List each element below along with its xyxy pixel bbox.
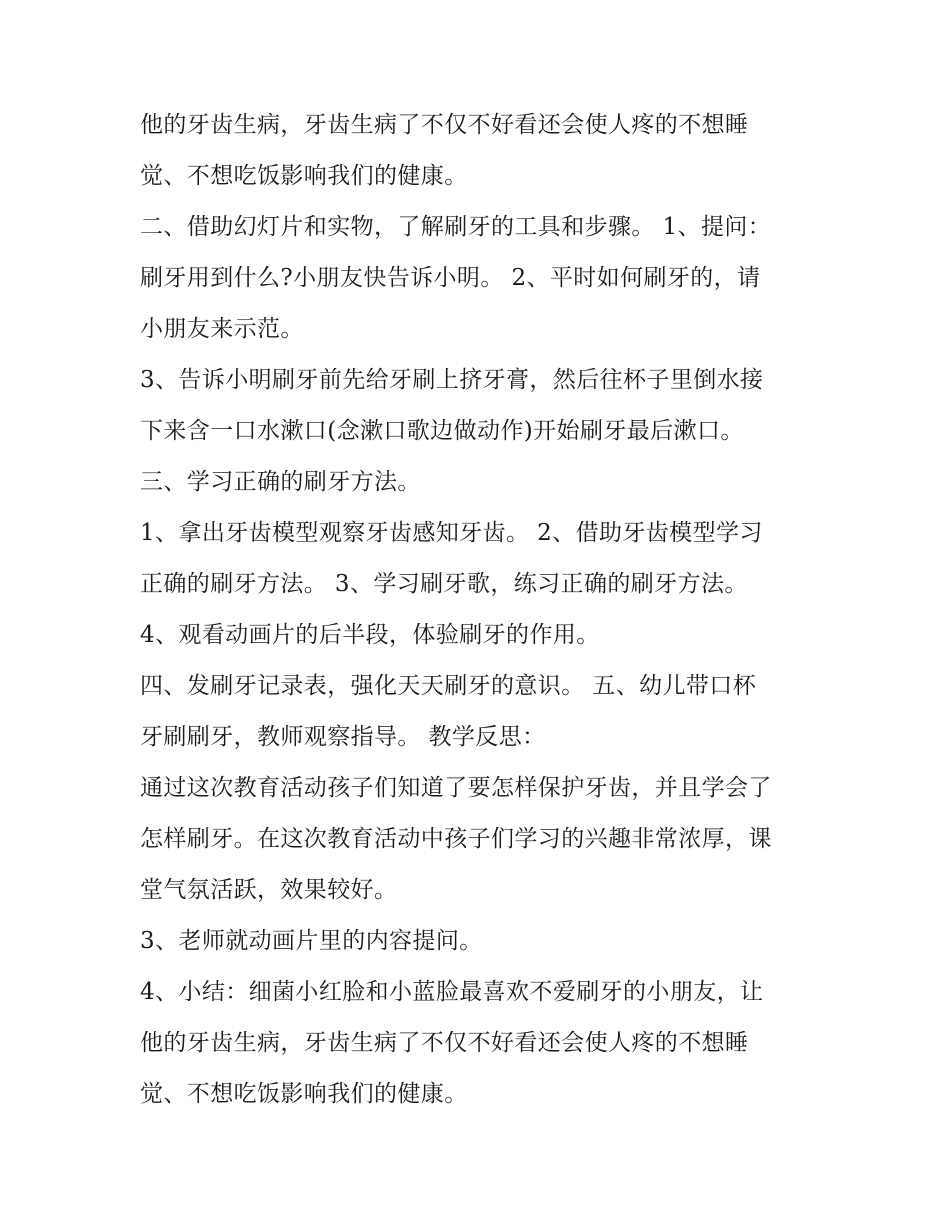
text-line: 通过这次教育活动孩子们知道了要怎样保护牙齿，并且学会了: [140, 775, 772, 801]
text-line: 3、老师就动画片里的内容提问。: [140, 928, 483, 954]
text-line: 堂气氛活跃，效果较好。: [140, 877, 398, 903]
text-line: 3、告诉小明刷牙前先给牙刷上挤牙膏，然后往杯子里倒水接: [140, 367, 764, 393]
text-line: 正确的刷牙方法。 3、学习刷牙歌，练习正确的刷牙方法。: [140, 571, 748, 597]
text-line: 四、发刷牙记录表，强化天天刷牙的意识。 五、幼儿带口杯: [140, 673, 757, 699]
text-line: 怎样刷牙。在这次教育活动中孩子们学习的兴趣非常浓厚，课: [140, 826, 772, 852]
text-line: 牙刷刷牙，教师观察指导。 教学反思：: [140, 724, 546, 750]
text-line: 小朋友来示范。: [140, 316, 304, 342]
text-line: 觉、不想吃饭影响我们的健康。: [140, 1081, 468, 1107]
text-line: 4、观看动画片的后半段，体验刷牙的作用。: [140, 622, 600, 648]
text-line: 他的牙齿生病，牙齿生病了不仅不好看还会使人疼的不想睡: [140, 1030, 749, 1056]
document-body: [140, 100, 830, 1120]
text-line: 三、学习正确的刷牙方法。: [140, 469, 421, 495]
text-line: 刷牙用到什么?小朋友快告诉小明。 2、平时如何刷牙的，请: [140, 265, 761, 291]
text-line: 下来含一口水漱口(念漱口歌边做动作)开始刷牙最后漱口。: [140, 418, 744, 444]
text-line: 4、小结：细菌小红脸和小蓝脸最喜欢不爱刷牙的小朋友，让: [140, 979, 764, 1005]
text-line: 他的牙齿生病，牙齿生病了不仅不好看还会使人疼的不想睡: [140, 112, 749, 138]
text-line: 1、拿出牙齿模型观察牙齿感知牙齿。 2、借助牙齿模型学习: [140, 520, 763, 546]
text-line: 二、借助幻灯片和实物，了解刷牙的工具和步骤。 1、提问：: [140, 214, 772, 240]
text-line: 觉、不想吃饭影响我们的健康。: [140, 163, 468, 189]
